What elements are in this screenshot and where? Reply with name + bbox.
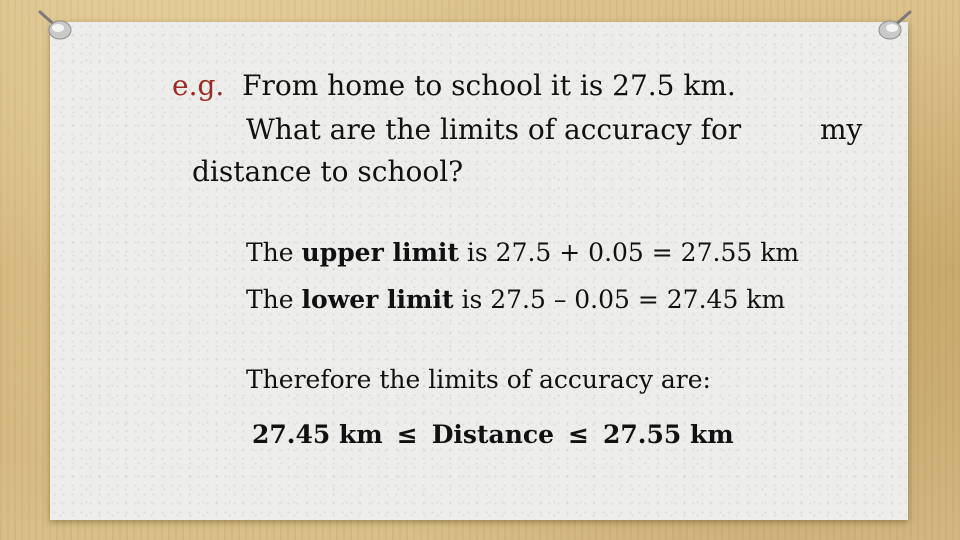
lower-rest: is 27.5 – 0.05 = 27.45 km	[453, 285, 786, 314]
conclusion-text: Therefore the limits of accuracy are:	[246, 365, 711, 394]
question-text-1: From home to school it is 27.5 km.	[242, 69, 736, 102]
lower-lead: The	[246, 285, 302, 314]
less-equal-symbol: ≤	[568, 420, 589, 449]
example-prefix: e.g.	[172, 69, 225, 102]
result-low: 27.45 km	[252, 420, 383, 449]
pushpin-icon	[876, 8, 916, 42]
question-line-2: What are the limits of accuracy for	[246, 113, 742, 146]
result-inequality	[252, 422, 734, 447]
question-line-2-end: my	[820, 113, 863, 146]
upper-rest: is 27.5 + 0.05 = 27.55 km	[458, 238, 800, 267]
lower-limit-line	[246, 287, 785, 312]
lower-term: lower limit	[301, 285, 454, 314]
less-equal-symbol: ≤	[396, 420, 418, 449]
upper-term: upper limit	[301, 238, 459, 267]
question-line-1	[172, 69, 736, 102]
upper-limit-line	[246, 240, 799, 265]
result-high: 27.55 km	[602, 420, 734, 449]
question-line-3: distance to school?	[192, 155, 464, 188]
pushpin-icon	[34, 8, 74, 42]
result-middle: Distance	[431, 420, 555, 449]
upper-lead: The	[246, 238, 302, 267]
